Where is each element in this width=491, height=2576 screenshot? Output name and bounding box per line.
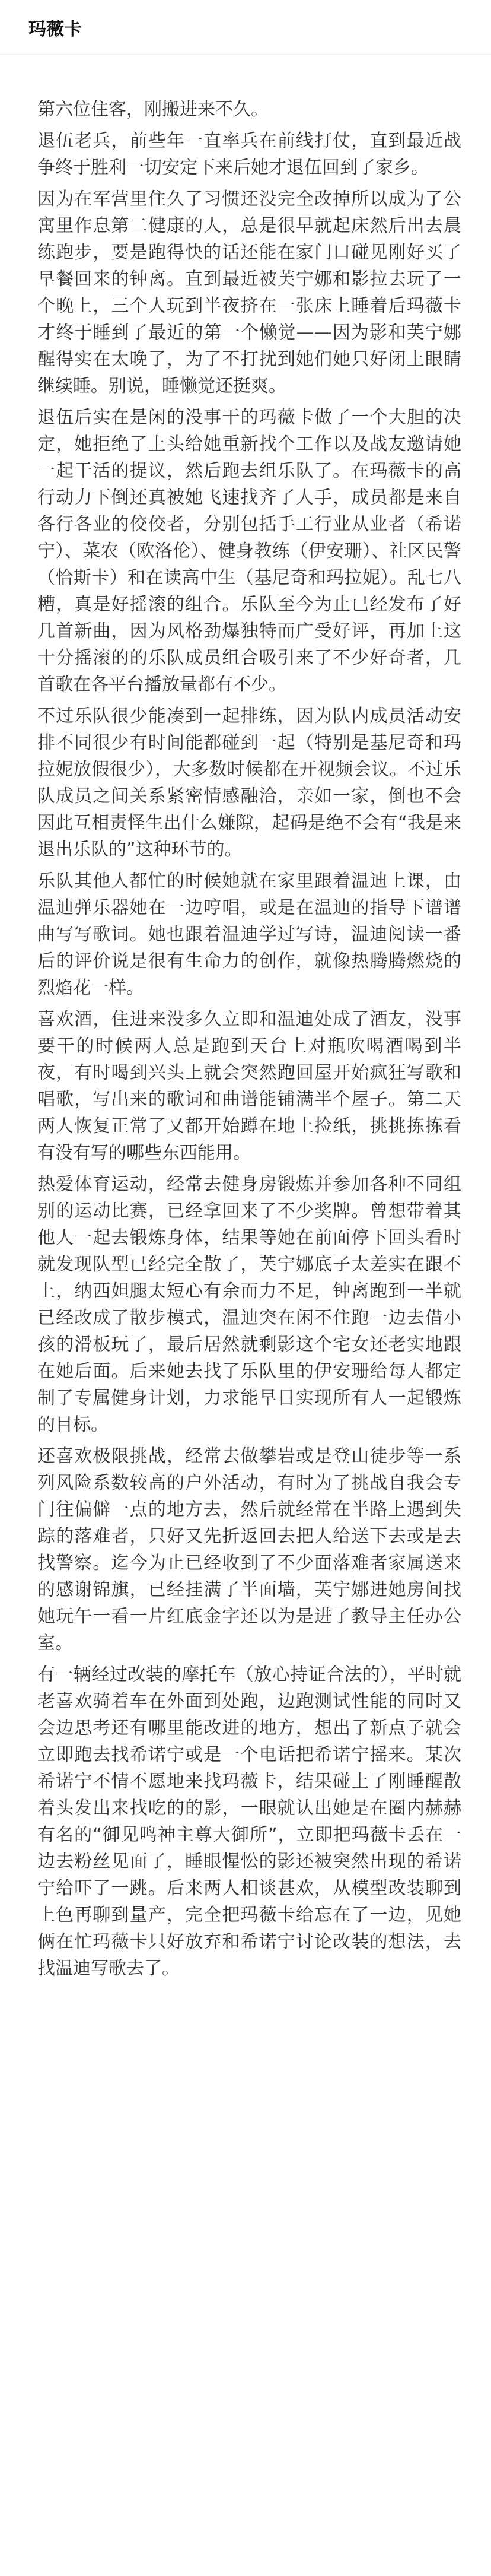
article-body	[0, 55, 491, 1982]
paragraph-routine: 因为在军营里住久了习惯还没完全改掉所以成为了公寓里作息第二健康的人，总是很早就起床然后出去晨练跑步，要是跑得快的话还能在家门口碰见刚好买了早餐回来的钟离。直到最近被芙宁娜和影拉去玩了一个晚上，三个人玩到半夜挤在一张床上睡着后玛薇卡才终于睡到了最近的第一个懒觉——因为影和芙宁娜醒得实在太晚了，为了不打扰到她们她只好闭上眼睛继续睡。别说，睡懒觉还挺爽。	[37, 189, 461, 396]
paragraph-intro: 第六位住客，刚搬进来不久。	[37, 99, 269, 120]
paragraph-band: 退伍后实在是闲的没事干的玛薇卡做了一个大胆的决定，她拒绝了上头给她重新找个工作以及战友邀请她一起干活的提议，然后跑去组乐队了。在玛薇卡的高行动力下倒还真被她飞速找齐了人手，成员都是来自各行各业的佼佼者，分别包括手工行业从业者（希诺宁）、菜农（欧洛伦）、健身教练（伊安珊）、社区民警（恰斯卡）和在读高中生（基尼奇和玛拉妮）。乱七八糟，真是好摇滚的组合。乐队至今为止已经发布了好几首新曲，因为风格劲爆独特而广受好评，再加上这十分摇滚的的乐队成员组合吸引来了不少好奇者，几首歌在各平台播放量都有不少。	[37, 407, 461, 695]
header-bar	[0, 0, 491, 55]
paragraph-sports: 热爱体育运动，经常去健身房锻炼并参加各种不同组别的运动比赛，已经拿回来了不少奖牌。曾想带着其他人一起去锻炼身体，结果等她在前面停下回头看时就发现队型已经完全散了，芙宁娜底子太差实在跟不上，纳西妲腿太短心有余而力不足，钟离跑到一半就已经改成了散步模式，温迪突在闲不住跑一边去借小孩的滑板玩了，最后居然就剩影这个宅女还老实地跟在她后面。后来她去找了乐队里的伊安珊给每人都定制了专属健身计划，力求能早日实现所有人一起锻炼的目标。	[37, 1174, 461, 1435]
paragraph-motorcycle: 有一辆经过改装的摩托车（放心持证合法的），平时就老喜欢骑着车在外面到处跑，边跑测试性能的同时又会边思考还有哪里能改进的地方，想出了新点子就会立即跑去找希诺宁或是一个电话把希诺宁摇来。某次希诺宁不情不愿地来找玛薇卡，结果碰上了刚睡醒散着头发出来找吃的的影，一眼就认出她是在圈内赫赫有名的“御见鸣神主尊大御所”，立即把玛薇卡丢在一边去粉丝见面了，睡眼惺忪的影还被突然出现的希诺宁给吓了一跳。后来两人相谈甚欢，从模型改装聊到上色再聊到量产，完全把玛薇卡给忘在了一边，见她俩在忙玛薇卡只好放弃和希诺宁讨论改装的想法，去找温迪写歌去了。	[37, 1664, 461, 1979]
paragraph-wine: 喜欢酒，住进来没多久立即和温迪处成了酒友，没事要干的时候两人总是跑到天台上对瓶吹喝酒喝到半夜，有时喝到兴头上就会突然跑回屋开始疯狂写歌和唱歌，写出来的歌词和曲谱能铺满半个屋子。第二天两人恢复正常了又都开始蹲在地上捡纸，挑挑拣拣看有没有写的哪些东西能用。	[37, 1009, 461, 1163]
paragraph-background: 退伍老兵，前些年一直率兵在前线打仗，直到最近战争终于胜利一切安定下来后她才退伍回到了家乡。	[37, 131, 461, 178]
paragraph-adventure: 还喜欢极限挑战，经常去做攀岩或是登山徒步等一系列风险系数较高的户外活动，有时为了挑战自我会专门往偏僻一点的地方去，然后就经常在半路上遇到失踪的落难者，只好又先折返回去把人给送下去或是去找警察。迄今为止已经收到了不少面落难者家属送来的感谢锦旗，已经挂满了半面墙，芙宁娜进她房间找她玩午一看一片红底金字还以为是进了教导主任办公室。	[37, 1446, 461, 1654]
page-title: 玛薇卡	[28, 18, 82, 40]
paragraph-lessons: 乐队其他人都忙的时候她就在家里跟着温迪上课，由温迪弹乐器她在一边哼唱，或是在温迪的指导下谱谱曲写写歌词。她也跟着温迪学过写诗，温迪阅读一番后的评价说是很有生命力的创作，就像热腾腾燃烧的烈焰花一样。	[37, 871, 461, 998]
paragraph-rehearsal: 不过乐队很少能凑到一起排练，因为队内成员活动安排不同很少有时间能都碰到一起（特别是基尼奇和玛拉妮放假很少），大多数时候都在开视频会议。不过乐队成员之间关系紧密情感融洽，亲如一家，倒也不会因此互相责怪生出什么嫌隙，起码是绝不会有“我是来退出乐队的”这种环节的。	[37, 706, 461, 860]
